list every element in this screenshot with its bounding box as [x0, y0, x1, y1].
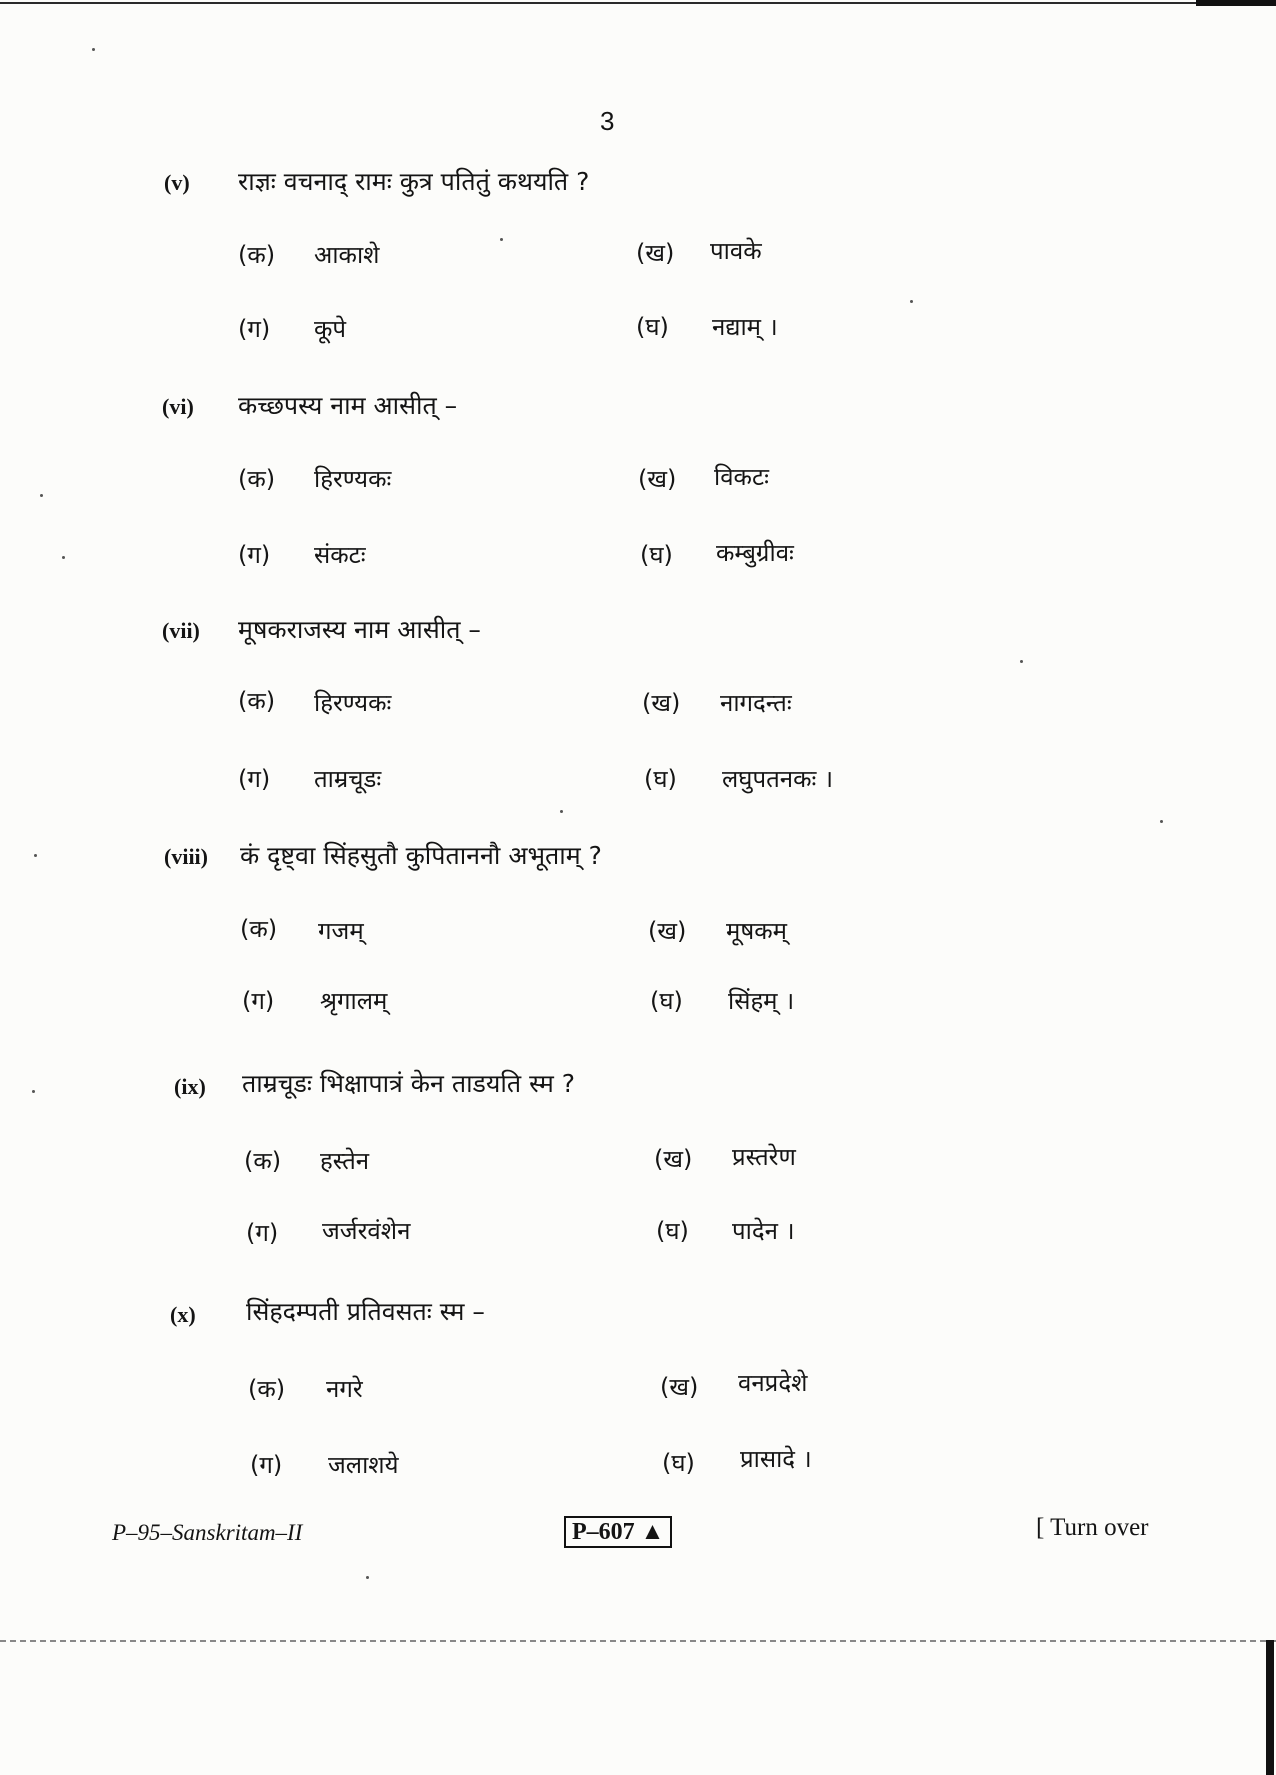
top-border-rule: [0, 2, 1276, 4]
option-gha: पादेन ।: [732, 1217, 795, 1245]
option-label-gha: (घ): [656, 1217, 689, 1245]
top-border-mark: [1196, 0, 1276, 6]
option-kha: नागदन्तः: [720, 689, 792, 717]
scan-speck: [1020, 660, 1023, 663]
option-label-kha: (ख): [654, 1145, 693, 1173]
option-label-ga: (ग): [238, 541, 271, 569]
scan-speck: [910, 300, 913, 303]
scan-speck: [34, 854, 37, 857]
option-gha: कम्बुग्रीवः: [716, 539, 794, 567]
option-ka: हिरण्यकः: [314, 689, 392, 717]
question-text: ताम्रचूडः भिक्षापात्रं केन ताडयति स्म ?: [242, 1069, 575, 1098]
option-ga: ताम्रचूडः: [314, 765, 382, 793]
option-kha: वनप्रदेशे: [738, 1369, 808, 1397]
option-ga: श्रृगालम्: [320, 987, 388, 1015]
scan-speck: [366, 1576, 369, 1579]
option-label-kha: (ख): [648, 917, 687, 945]
option-ga: जलाशये: [328, 1451, 399, 1479]
option-label-kha: (ख): [660, 1373, 699, 1401]
scan-speck: [560, 810, 563, 813]
option-label-ga: (ग): [242, 987, 275, 1015]
scan-speck: [92, 48, 95, 51]
option-ka: आकाशे: [314, 241, 380, 269]
turn-over-note: [ Turn over: [1036, 1514, 1149, 1541]
question-text: राज्ञः वचनाद् रामः कुत्र पतितुं कथयति ?: [238, 167, 590, 196]
option-label-kha: (ख): [638, 465, 677, 493]
option-ga: संकटः: [314, 541, 366, 569]
option-label-ka: (क): [248, 1375, 286, 1403]
option-label-kha: (ख): [636, 239, 675, 267]
option-label-ga: (ग): [238, 765, 271, 793]
question-number: (ix): [174, 1074, 206, 1099]
option-label-gha: (घ): [636, 313, 669, 341]
option-label-ga: (ग): [250, 1451, 283, 1479]
option-gha: लघुपतनकः ।: [722, 765, 834, 793]
option-gha: सिंहम् ।: [728, 987, 795, 1015]
page-number: 3: [600, 106, 615, 136]
option-label-ka: (क): [238, 241, 276, 269]
option-gha: नद्याम् ।: [712, 313, 778, 341]
option-kha: प्रस्तरेण: [732, 1143, 796, 1171]
question-text: कं दृष्ट्वा सिंहसुतौ कुपिताननौ अभूताम् ?: [240, 841, 602, 870]
question-text: सिंहदम्पती प्रतिवसतः स्म –: [246, 1297, 485, 1326]
option-label-gha: (घ): [644, 765, 677, 793]
paper-series-box: P–607 ▲: [564, 1516, 672, 1548]
question-number: (x): [170, 1302, 196, 1327]
option-ka: हिरण्यकः: [314, 465, 392, 493]
scan-speck: [40, 494, 43, 497]
option-label-ka: (क): [238, 687, 276, 715]
option-ka: गजम्: [318, 917, 364, 945]
scan-speck: [62, 556, 65, 559]
question-number: (v): [164, 170, 190, 195]
option-label-gha: (घ): [662, 1449, 695, 1477]
option-label-ka: (क): [244, 1147, 282, 1175]
option-label-ka: (क): [238, 465, 276, 493]
question-number: (vi): [162, 394, 194, 419]
option-ga: कूपे: [314, 315, 347, 343]
bottom-dashed-rule: [0, 1640, 1276, 1642]
scan-speck: [32, 1090, 35, 1093]
option-kha: विकटः: [714, 463, 769, 491]
option-label-gha: (घ): [640, 541, 673, 569]
option-kha: पावके: [710, 237, 762, 265]
option-ka: नगरे: [326, 1375, 363, 1403]
question-number: (vii): [162, 618, 200, 643]
option-label-kha: (ख): [642, 689, 681, 717]
option-gha: प्रासादे ।: [740, 1445, 812, 1473]
scan-speck: [1160, 820, 1163, 823]
option-label-ka: (क): [240, 915, 278, 943]
option-label-ga: (ग): [238, 315, 271, 343]
question-text: कच्छपस्य नाम आसीत् –: [238, 391, 458, 420]
option-kha: मूषकम्: [726, 917, 788, 945]
option-ka: हस्तेन: [320, 1147, 370, 1175]
scan-edge-bar: [1266, 1640, 1274, 1775]
option-ga: जर्जरवंशेन: [322, 1217, 411, 1245]
question-text: मूषकराजस्य नाम आसीत् –: [238, 615, 481, 644]
paper-code: P–95–Sanskritam–II: [112, 1520, 303, 1545]
option-label-ga: (ग): [246, 1219, 279, 1247]
scan-speck: [500, 238, 503, 241]
question-number: (viii): [164, 844, 208, 869]
option-label-gha: (घ): [650, 987, 683, 1015]
